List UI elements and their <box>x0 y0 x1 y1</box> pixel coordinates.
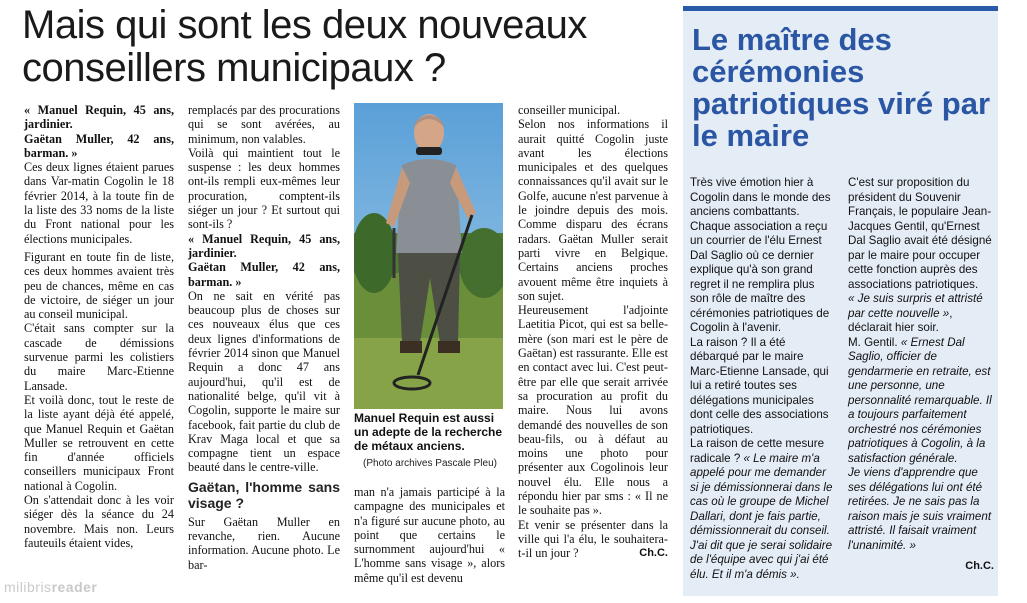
paragraph: On ne sait en vérité pas beaucoup plus de choses sur ces nouveaux élus que ces deux lignes d'informations de février 2014 sinon que Manuel Requin a donc 47 ans aujourd'hui, qu'il est de nationalité belge, qu'il vit à Cogolin, supporte le maire sur facebook, fait partie du club de Krav Maga local et que sa compagne tient un espace beauté dans le centre-ville. <box>188 288 340 475</box>
paragraph: Figurant en toute fin de liste, ces deux hommes avaient très peu de chances, même en cas de victoire, de siéger un jour au conseil municipal. <box>24 249 174 322</box>
paragraph: La raison ? Il a été débarqué par le maire Marc-Etienne Lansade, qui lui a retiré toutes ses délégations municipales dont celle des associations patriotiques. <box>690 335 829 436</box>
quote: « Ernest Dal Saglio, officier de gendarmerie en retraite, est une personne, une personnalité remarquable. Il a toujours parfaitement orchestré nos cérémonies patriotiques à Cogolin, à la satisfaction générale. <box>848 335 992 465</box>
paragraph: Je viens d'apprendre que ses délégations lui ont été retirées. Je ne sais pas la raison mais je suis vraiment attristé. Il faisait vraiment l'unanimité. » <box>848 466 992 552</box>
paragraph: man n'a jamais participé à la campagne des municipales et n'a figuré sur aucune photo, au point que certains le surnomment aujourd'hui « L'homme sans visage », alors même qu'il est devenu <box>354 485 505 585</box>
paragraph: Voilà qui maintient tout le suspense : les deux hommes ont-ils rempli eux-mêmes leur procuration, comptent-ils siéger un jour ? Et surtout qui sont-ils ? <box>188 145 340 232</box>
paragraph: Très vive émotion hier à Cogolin dans le monde des anciens combattants. Chaque association a reçu un courrier de l'élu Ernest Dal Saglio où ce dernier explique qu'à son grand regret il ne remplira plus son rôle de maître des cérémonies patriotiques de Cogolin à l'avenir. <box>690 176 831 334</box>
paragraph: Selon nos informations il aurait quitté Cogolin juste avant les élections municipales et des quelques connaissances qu'il avait sur le Golfe, aucune n'est parvenue à le joindre depuis des mois. Comme disparu des écrans radars. Gaëtan Muller serait parti vivre en Belgique. Certains anciens proches avouent même être inquiets à son sujet. <box>518 117 668 303</box>
author-signature: Ch.C. <box>965 560 994 572</box>
quote-line: « Manuel Requin, 45 ans, jardinier. <box>188 231 340 260</box>
photo-caption: Manuel Requin est aussi un adepte de la recherche de métaux anciens. <box>354 411 503 453</box>
paragraph: On s'attendait donc à les voir siéger dès la séance du 24 novembre. Mais non. Leurs fauteuils étaient vides, <box>24 493 174 550</box>
sidebar-column-1 <box>690 176 836 582</box>
text: La raison de cette mesure radicale ? <box>690 437 825 465</box>
sidebar-column-2 <box>848 176 994 574</box>
text: , déclarait hier soir. <box>848 306 953 334</box>
photo-credit: (Photo archives Pascale Pleu) <box>363 458 497 469</box>
quote-line: Gaëtan Muller, 42 ans, barman. » <box>24 131 174 160</box>
paragraph <box>848 292 994 336</box>
paragraph: C'était sans compter sur la cascade de démissions survenue parmi les colistiers du maire Marc-Etienne Lansade. <box>24 321 174 393</box>
man-with-metal-detector-photo <box>354 103 503 409</box>
paragraph: C'est sur proposition du président du Souvenir Français, le populaire Jean-Jacques Gentil, qu'Ernest Dal Saglio avait été désigné par le maire pour occuper cette fonction auprès des associations patriotiques. <box>848 176 992 291</box>
paragraph: Heureusement l'adjointe Laetitia Picot, qui est sa belle-mère (son mari est le père de Gaëtan) est rassurante. Elle est en contact avec lui. C'est peut-être par elle que serait arrivée sa procuration au profit du maire. Nous lui avons demandé des nouvelles de son beau-fils, ou à défaut au moins une photo pour présenter aux Cogolinois leur nouvel élu. Elle nous a répondu hier par sms : « Il ne le souhaite pas ». <box>518 303 668 518</box>
paragraph: conseiller municipal. <box>518 103 621 117</box>
article-headline: Mais qui sont les deux nouveaux conseillers municipaux ? <box>22 3 587 90</box>
article-column-4 <box>518 103 668 561</box>
quote-line: « Manuel Requin, 45 ans, jardinier. <box>24 103 174 132</box>
article-column-1 <box>24 103 174 550</box>
subheading: Gaëtan, l'homme sans visage ? <box>188 478 340 511</box>
text: M. Gentil. <box>848 335 901 349</box>
paragraph: Et voilà donc, tout le reste de la liste ayant déjà été appelé, que Manuel Requin et Gaëtan Muller se retrouvent en cette fin d'année officiels conseillers municipaux Front national à Cogolin. <box>24 392 174 493</box>
paragraph: Ces deux lignes étaient parues dans Var-matin Cogolin le 18 février 2014, à la toute fin de la liste des 33 noms de la liste du Front national pour les élections municipales. <box>24 160 174 246</box>
author-signature: Ch.C. <box>639 547 668 560</box>
sidebar-headline: Le maître des cérémonies patriotiques viré par le maire <box>692 22 991 153</box>
paragraph <box>518 518 668 561</box>
paragraph: Sur Gaëtan Muller en revanche, rien. Aucune information. Aucune photo. Le bar- <box>188 514 340 572</box>
paragraph: remplacés par des procurations qui se sont avérées, au minimum, non valables. <box>188 103 340 146</box>
watermark-text: reader <box>51 579 98 595</box>
article-column-2 <box>188 103 340 572</box>
quote: « Le maire m'a appelé pour me demander si je démissionnerai dans le cas où le groupe de Michel Dallari, dont je fais partie, démissionnerait du conseil. J'ai dit que je serai solidaire de l'équipe avec qui j'ai été élu. Et il m'a démis ». <box>690 451 833 581</box>
article-photo <box>354 103 503 409</box>
quote: « Je suis surpris et attristé par cette nouvelle » <box>848 292 983 320</box>
reader-watermark <box>4 579 97 595</box>
quote-line: Gaëtan Muller, 42 ans, barman. » <box>188 260 340 289</box>
paragraph <box>848 336 994 467</box>
closing-question: Et venir se présenter dans la ville qui l'a élu, le souhaitera-t-il un jour ? <box>518 517 668 561</box>
paragraph <box>690 437 836 582</box>
watermark-text: milibris <box>4 579 52 595</box>
article-column-3 <box>354 485 505 585</box>
